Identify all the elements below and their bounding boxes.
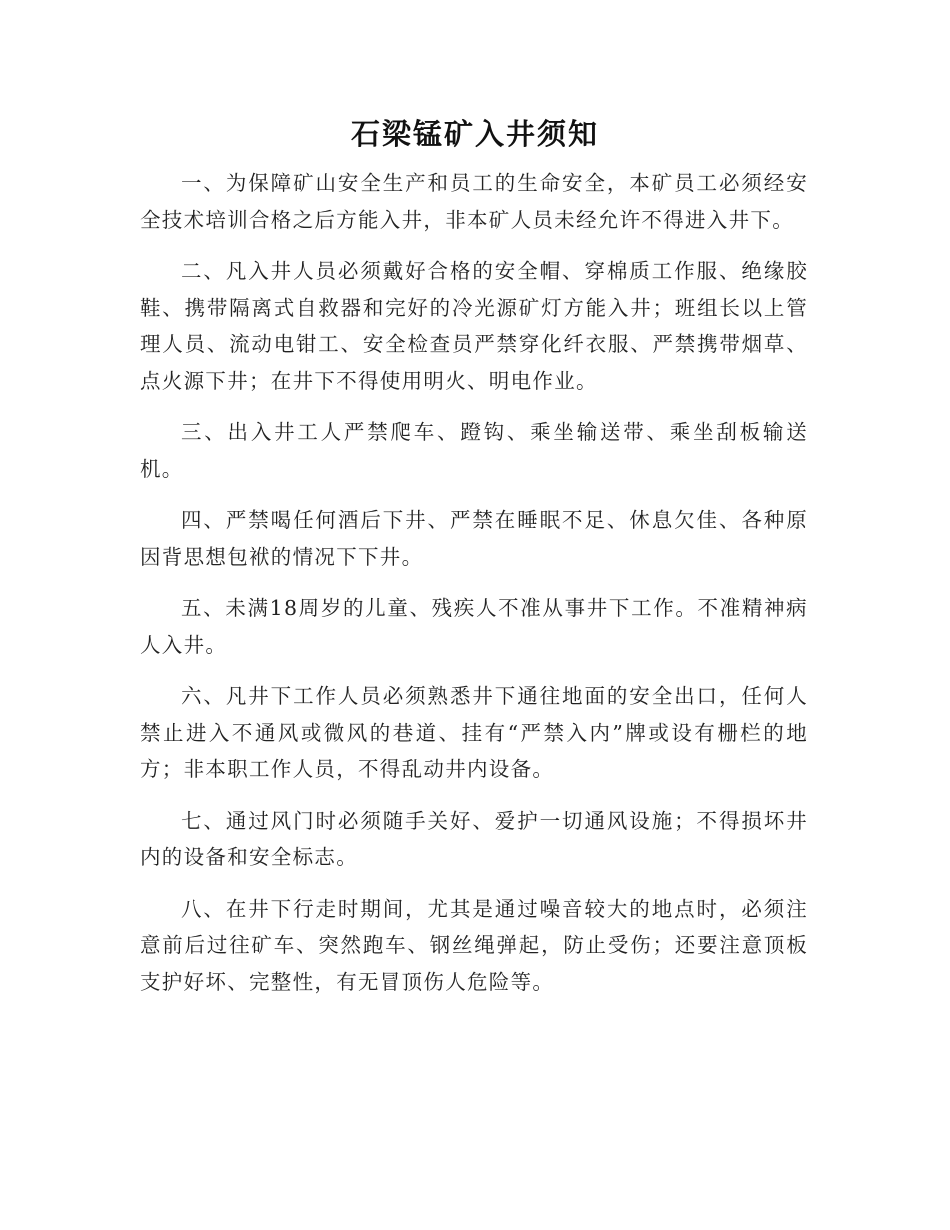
document-title: 石梁锰矿入井须知 [350, 117, 599, 151]
paragraph-4: 四、严禁喝任何酒后下井、严禁在睡眠不足、休息欠佳、各种原因背思想包袱的情况下下井。 [140, 508, 808, 569]
document-body [140, 165, 808, 1015]
paragraph-1: 一、为保障矿山安全生产和员工的生命安全，本矿员工必须经安全技术培训合格之后方能入井，非本矿人员未经允许不得进入井下。 [140, 171, 808, 232]
paragraph-3: 三、出入井工人严禁爬车、蹬钩、乘坐输送带、乘坐刮板输送机。 [140, 420, 808, 481]
paragraph-5: 五、未满18周岁的儿童、残疾人不准从事井下工作。不准精神病人入井。 [140, 596, 808, 657]
paragraph-2: 二、凡入井人员必须戴好合格的安全帽、穿棉质工作服、绝缘胶鞋、携带隔离式自救器和完好的冷光源矿灯方能入井；班组长以上管理人员、流动电钳工、安全检查员严禁穿化纤衣服、严禁携带烟草、点火源下井；在井下不得使用明火、明电作业。 [140, 259, 808, 393]
paragraph-8: 八、在井下行走时期间，尤其是通过噪音较大的地点时，必须注意前后过往矿车、突然跑车、钢丝绳弹起，防止受伤；还要注意顶板支护好坏、完整性，有无冒顶伤人危险等。 [140, 896, 808, 994]
paragraph-6: 六、凡井下工作人员必须熟悉井下通往地面的安全出口，任何人禁止进入不通风或微风的巷道、挂有“严禁入内”牌或设有栅栏的地方；非本职工作人员，不得乱动井内设备。 [140, 684, 808, 781]
paragraph-7: 七、通过风门时必须随手关好、爱护一切通风设施；不得损坏井内的设备和安全标志。 [140, 808, 808, 869]
